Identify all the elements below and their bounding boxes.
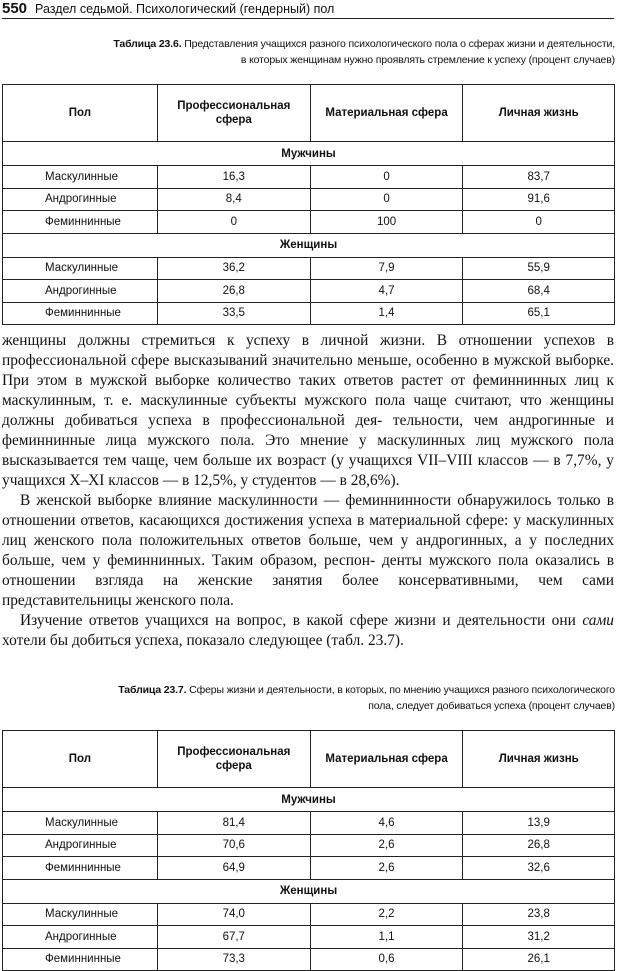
table-cell: 91,6 bbox=[463, 188, 615, 211]
row-label: Андрогинные bbox=[3, 188, 158, 211]
table-row bbox=[3, 188, 615, 211]
text-line: консервативными, чем сами представительницы женского пола. bbox=[2, 572, 614, 609]
table1-col-header: Личная жизнь bbox=[463, 85, 615, 142]
text-line: маскулинных лиц мужского пола высказывается тем чаще, чем больше их возраст bbox=[2, 432, 614, 469]
text-line: денты мужского пола оказались в отношении взгляда на женские занятия более bbox=[2, 552, 614, 589]
text-line: от феминнинных лиц к маскулинным, т. е. маскулинные субъекты мужского пола bbox=[2, 372, 614, 409]
text-line: женщины должны стремиться к успеху в личной жизни. В отношении успехов bbox=[2, 332, 596, 349]
text-line: Изучение ответов учащихся на вопрос, в какой сфере жизни и деятельности bbox=[20, 612, 546, 629]
table-cell: 16,3 bbox=[157, 166, 310, 189]
table-cell: 83,7 bbox=[463, 166, 615, 189]
table2 bbox=[2, 730, 615, 971]
table-cell: 73,3 bbox=[157, 948, 310, 971]
row-label: Феминнинные bbox=[3, 948, 158, 971]
table-cell: 31,2 bbox=[463, 926, 615, 949]
table2-col-header: Пол bbox=[3, 731, 158, 788]
row-label: Андрогинные bbox=[3, 926, 158, 949]
table-cell: 26,8 bbox=[157, 280, 310, 303]
row-label: Маскулинные bbox=[3, 166, 158, 189]
text-line: сфере: у маскулинных лиц женского пола положительных ответов больше, чем у bbox=[2, 512, 615, 549]
text-line: хотели бы добиться успеха, показало следующее (табл. 23.7). bbox=[2, 632, 404, 649]
row-label: Андрогинные bbox=[3, 280, 158, 303]
paragraph-2 bbox=[2, 491, 614, 611]
table2-group-row bbox=[3, 879, 615, 903]
running-title: Раздел седьмой. Психологический (гендерный) пол bbox=[35, 2, 335, 16]
group-label: Женщины bbox=[3, 233, 615, 257]
table-cell: 65,1 bbox=[463, 302, 615, 325]
table2-caption bbox=[2, 682, 615, 714]
table-row bbox=[3, 211, 615, 234]
table-cell: 2,6 bbox=[310, 857, 463, 880]
paragraph-3 bbox=[2, 611, 614, 651]
group-label: Женщины bbox=[3, 879, 615, 903]
emphasis: сами bbox=[582, 612, 614, 629]
table2-caption-line1: Сферы жизни и деятельности, в которых, по мнению учащихся разного психологического bbox=[189, 684, 615, 696]
table-row bbox=[3, 903, 615, 926]
table-cell: 2,2 bbox=[310, 903, 463, 926]
text-line: только в отношении ответов, касающихся достижения успеха в материальной bbox=[2, 492, 614, 529]
table-cell: 0,6 bbox=[310, 948, 463, 971]
body-text bbox=[2, 331, 614, 651]
table1-caption-line1: Представления учащихся разного психологического пола о сферах жизни и деятельности, bbox=[184, 38, 615, 50]
table-row bbox=[3, 280, 615, 303]
row-label: Маскулинные bbox=[3, 812, 158, 835]
table1-header-row bbox=[3, 85, 615, 142]
table2-caption-line2: пола, следует добиваться успеха (процент случаев) bbox=[368, 700, 615, 712]
table-cell: 70,6 bbox=[157, 834, 310, 857]
text-line: (у учащихся VII–VIII классов — в 7,7%, у учащихся X–XI классов — в 12,5%, bbox=[2, 452, 614, 489]
table-row bbox=[3, 926, 615, 949]
text-line: чаще считают, что женщины должны добиваться успеха в профессиональной дея- bbox=[2, 392, 615, 429]
row-label: Маскулинные bbox=[3, 257, 158, 280]
table1-col-header: Материальная сфера bbox=[310, 85, 463, 142]
page-number: 550 bbox=[2, 0, 28, 17]
text-line: мужской выборке. При этом в мужской выборке количество таких ответов растет bbox=[2, 352, 614, 389]
table-cell: 33,5 bbox=[157, 302, 310, 325]
table1-col-header: Профессиональная сфера bbox=[157, 85, 310, 142]
table-cell: 36,2 bbox=[157, 257, 310, 280]
table-cell: 8,4 bbox=[157, 188, 310, 211]
table-row bbox=[3, 812, 615, 835]
table2-header-row bbox=[3, 731, 615, 788]
table-row bbox=[3, 166, 615, 189]
group-label: Мужчины bbox=[3, 788, 615, 812]
table-cell: 0 bbox=[157, 211, 310, 234]
table2-label: Таблица 23.7. bbox=[118, 684, 187, 696]
table2-group-row bbox=[3, 788, 615, 812]
table-cell: 7,9 bbox=[310, 257, 463, 280]
table-cell: 64,9 bbox=[157, 857, 310, 880]
group-label: Мужчины bbox=[3, 142, 615, 166]
row-label: Феминнинные bbox=[3, 211, 158, 234]
table1-label: Таблица 23.6. bbox=[113, 38, 182, 50]
table-cell: 81,4 bbox=[157, 812, 310, 835]
table-row bbox=[3, 857, 615, 880]
table-cell: 1,4 bbox=[310, 302, 463, 325]
table1-caption bbox=[2, 36, 615, 68]
table-cell: 2,6 bbox=[310, 834, 463, 857]
row-label: Андрогинные bbox=[3, 834, 158, 857]
row-label: Феминнинные bbox=[3, 302, 158, 325]
table1-group-row bbox=[3, 142, 615, 166]
table-cell: 4,7 bbox=[310, 280, 463, 303]
table-cell: 0 bbox=[310, 188, 463, 211]
table-cell: 1,1 bbox=[310, 926, 463, 949]
table1-group-row bbox=[3, 233, 615, 257]
paragraph-1 bbox=[2, 331, 614, 491]
text-line: в профессиональной сфере высказываний значительно меньше, особенно в bbox=[2, 332, 614, 369]
table-cell: 32,6 bbox=[463, 857, 615, 880]
table-cell: 55,9 bbox=[463, 257, 615, 280]
text-line: они bbox=[551, 612, 583, 629]
table1-col-header: Пол bbox=[3, 85, 158, 142]
table-row bbox=[3, 834, 615, 857]
table-cell: 23,8 bbox=[463, 903, 615, 926]
table1-caption-line2: в которых женщинам нужно проявлять стремление к успеху (процент случаев) bbox=[240, 54, 615, 66]
table-cell: 13,9 bbox=[463, 812, 615, 835]
text-line: у студентов — в 28,6%). bbox=[240, 472, 400, 489]
running-header bbox=[2, 0, 614, 19]
table1 bbox=[2, 84, 615, 325]
table-cell: 4,6 bbox=[310, 812, 463, 835]
row-label: Феминнинные bbox=[3, 857, 158, 880]
text-line: В женской выборке влияние маскулинности — феминнинности обнаружилось bbox=[20, 492, 552, 509]
table-cell: 26,8 bbox=[463, 834, 615, 857]
text-line: тельности, чем андрогинные и феминнинные лица мужского пола. Это мнение у bbox=[2, 412, 614, 449]
table2-col-header: Личная жизнь bbox=[463, 731, 615, 788]
table-row bbox=[3, 302, 615, 325]
table-row bbox=[3, 948, 615, 971]
table2-col-header: Материальная сфера bbox=[310, 731, 463, 788]
table-cell: 0 bbox=[310, 166, 463, 189]
table-cell: 100 bbox=[310, 211, 463, 234]
table2-col-header: Профессиональная сфера bbox=[157, 731, 310, 788]
table-cell: 0 bbox=[463, 211, 615, 234]
table-cell: 68,4 bbox=[463, 280, 615, 303]
table-cell: 67,7 bbox=[157, 926, 310, 949]
row-label: Маскулинные bbox=[3, 903, 158, 926]
table-cell: 74,0 bbox=[157, 903, 310, 926]
table-row bbox=[3, 257, 615, 280]
table-cell: 26,1 bbox=[463, 948, 615, 971]
text-line: андрогинных, а у последних больше, чем у феминнинных. Таким образом, респон- bbox=[2, 532, 614, 569]
